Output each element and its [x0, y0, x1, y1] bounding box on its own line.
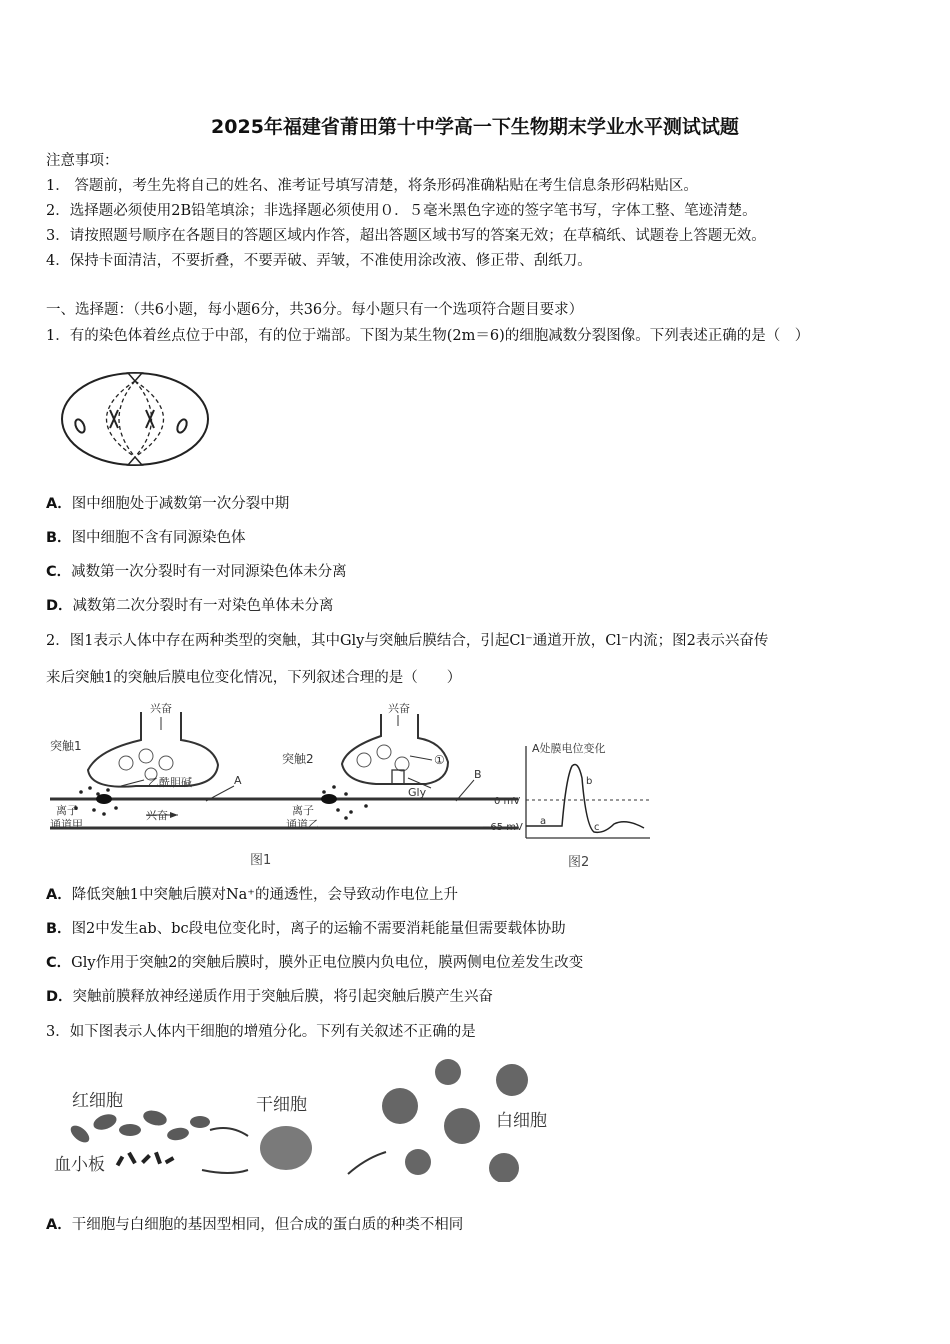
question-stem: 有的染色体着丝点位于中部，有的位于端部。下图为某生物(2m＝6)的细胞减数分裂图像。下列表述正确的是（ ） — [69, 328, 810, 344]
cell-meiosis-figure — [58, 366, 213, 472]
option-key: B． — [46, 921, 72, 937]
synapse-2-terminal — [342, 714, 448, 784]
question-2 — [46, 631, 768, 651]
option-text: 图中细胞不含有同源染色体 — [71, 530, 246, 546]
red-blood-cells — [68, 1108, 210, 1146]
label-circle-1: ① — [434, 753, 445, 767]
label-channel-b: 通道乙 — [286, 818, 319, 831]
excite-arrowhead — [170, 812, 178, 818]
vesicles-2 — [357, 745, 409, 771]
option-d[interactable] — [46, 987, 493, 1007]
option-b[interactable] — [46, 528, 246, 548]
option-key: A． — [46, 887, 72, 903]
label-channel-a: 通道甲 — [50, 818, 83, 831]
option-d[interactable] — [46, 596, 334, 616]
label-excite-direction: 兴奋 — [146, 809, 168, 822]
label-synapse-2: 突触2 — [282, 752, 314, 766]
option-a[interactable] — [46, 1215, 463, 1235]
label-ion: 离子 — [56, 804, 78, 817]
label-c: c — [594, 822, 600, 833]
question-number: 1． — [46, 328, 70, 344]
option-text: Gly作用于突触2的突触后膜时，膜外正电位膜内负电位，膜两侧电位差发生改变 — [71, 955, 584, 971]
centrosome-top — [128, 373, 142, 381]
question-stem-line2: 来后突触1的突触后膜电位变化情况，下列叙述合理的是（ ） — [46, 670, 462, 686]
label-excite-2: 兴奋 — [388, 702, 410, 715]
chromosomes — [73, 410, 188, 434]
option-key: B． — [46, 530, 72, 546]
label-excite-1: 兴奋 — [150, 702, 172, 715]
option-c[interactable] — [46, 562, 347, 582]
tick-neg65mv: −65 mV — [482, 822, 523, 833]
label-stem-cell: 干细胞 — [256, 1095, 307, 1115]
option-text: 图2中发生ab、bc段电位变化时，离子的运输不需要消耗能量但需要载体协助 — [71, 921, 566, 937]
notice-item: 4．保持卡面清洁，不要折叠，不要弄破、弄皱，不准使用涂改液、修正带、刮纸刀。 — [46, 253, 592, 269]
option-text: 突触前膜释放神经递质作用于突触后膜，将引起突触后膜产生兴奋 — [72, 989, 494, 1005]
tick-0mv: 0 mV — [494, 796, 521, 807]
option-text: 干细胞与白细胞的基因型相同，但合成的蛋白质的种类不相同 — [71, 1217, 464, 1233]
label-point-b: B — [474, 768, 482, 781]
question-1 — [46, 326, 809, 346]
label-white-blood-cell: 白细胞 — [496, 1111, 547, 1131]
question-3 — [46, 1022, 476, 1042]
option-key: A． — [46, 1217, 72, 1233]
centrosome-bottom — [128, 457, 142, 465]
option-text: 减数第一次分裂时有一对同源染色体未分离 — [71, 564, 347, 580]
label-gly: Gly — [408, 786, 427, 799]
notice-heading: 注意事项： — [46, 153, 119, 169]
question-number: 2． — [46, 633, 70, 649]
stem-cell-differentiation-figure — [50, 1052, 570, 1182]
option-text: 减数第二次分裂时有一对染色单体未分离 — [72, 598, 334, 614]
label-point-a: A — [234, 774, 242, 787]
figure-2-caption: 图2 — [568, 855, 590, 870]
question-stem: 如下图表示人体内干细胞的增殖分化。下列有关叙述不正确的是 — [69, 1024, 476, 1040]
label-ion: 离子 — [292, 804, 314, 817]
cell-outline — [62, 373, 208, 465]
option-key: C． — [46, 564, 72, 580]
option-key: A． — [46, 496, 72, 512]
option-c[interactable] — [46, 953, 583, 973]
postsynaptic-membrane — [50, 799, 518, 828]
ion-channel-b — [321, 794, 337, 804]
platelets — [116, 1152, 175, 1167]
notice-item: 1． 答题前，考生先将自己的姓名、准考证号填写清楚，将条形码准确粘贴在考生信息条形码粘贴区。 — [46, 178, 698, 194]
question-number: 3． — [46, 1024, 70, 1040]
section-heading: 一、选择题：（共6小题，每小题6分，共36分。每小题只有一个选项符合题目要求） — [46, 302, 584, 318]
option-text: 图中细胞处于减数第一次分裂中期 — [71, 496, 290, 512]
label-platelet: 血小板 — [54, 1155, 105, 1175]
notice-item: 3．请按照题号顺序在各题目的答题区域内作答，超出答题区域书写的答案无效；在草稿纸、试题卷上答题无效。 — [46, 228, 766, 244]
question-stem: 图1表示人体中存在两种类型的突触，其中Gly与突触后膜结合，引起Cl⁻通道开放，Cl⁻内流；图2表示兴奋传 — [69, 633, 769, 649]
stem-cell — [260, 1126, 312, 1170]
option-b[interactable] — [46, 919, 566, 939]
option-key: D． — [46, 989, 73, 1005]
option-key: C． — [46, 955, 72, 971]
option-key: D． — [46, 598, 73, 614]
membrane-potential-figure-2 — [482, 738, 652, 873]
label-synapse-1: 突触1 — [50, 739, 82, 753]
notice-item: 2．选择题必须使用2B铅笔填涂；非选择题必须使用０．５毫米黑色字迹的签字笔书写，字体工整、笔迹清楚。 — [46, 203, 757, 219]
figure-2-title: A处膜电位变化 — [532, 742, 606, 755]
option-a[interactable] — [46, 885, 458, 905]
label-acetylcholine: 乙酰胆碱 — [148, 776, 192, 789]
option-a[interactable] — [46, 494, 289, 514]
label-a: a — [540, 816, 547, 827]
figure-1-caption: 图1 — [250, 853, 272, 868]
ion-channel-a — [96, 794, 112, 804]
gly-transporter — [392, 770, 404, 784]
option-text: 降低突触1中突触后膜对Na⁺的通透性，会导致动作电位上升 — [71, 887, 458, 903]
label-b: b — [586, 776, 593, 787]
page-title: 2025年福建省莆田第十中学高一下生物期末学业水平测试试题 — [211, 116, 739, 138]
label-red-blood-cell: 红细胞 — [72, 1091, 123, 1111]
